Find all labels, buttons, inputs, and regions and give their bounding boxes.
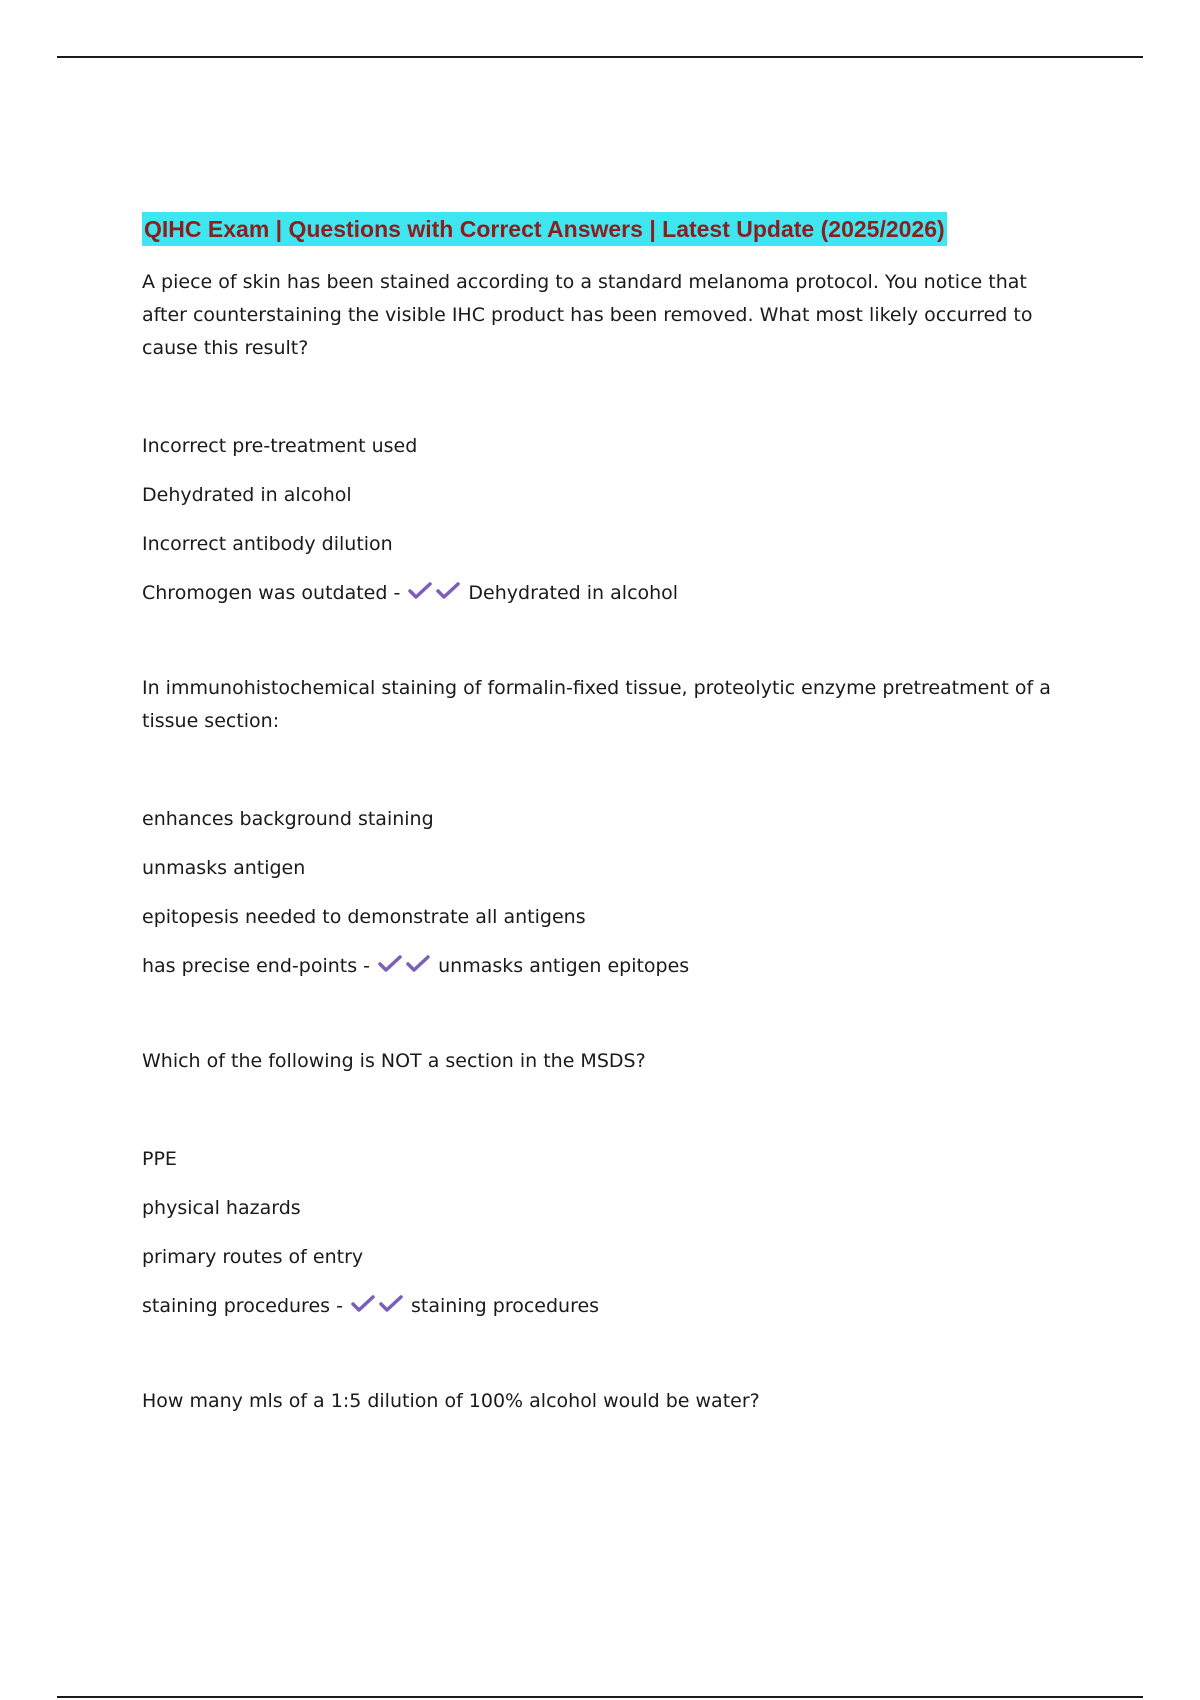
option-text: physical hazards <box>142 1197 301 1219</box>
check-icon <box>404 953 432 975</box>
answer-row <box>142 1290 1072 1323</box>
option-text: primary routes of entry <box>142 1246 364 1268</box>
question-text: In immunohistochemical staining of formalin-fixed tissue, proteolytic enzyme pretreatment of a tissue section: <box>142 677 1051 732</box>
check-icon <box>376 953 404 975</box>
question-block-3 <box>142 1045 1072 1323</box>
correct-answer: Dehydrated in alcohol <box>468 582 679 604</box>
bottom-rule <box>57 1696 1143 1698</box>
document-title: QIHC Exam | Questions with Correct Answers | Latest Update (2025/2026) <box>142 212 947 246</box>
check-icon <box>406 580 434 602</box>
question-block-4 <box>142 1385 1072 1418</box>
last-option-text: Chromogen was outdated - <box>142 582 401 604</box>
last-option-text: has precise end-points - <box>142 955 371 977</box>
option-text: enhances background staining <box>142 808 434 830</box>
option-text: unmasks antigen <box>142 857 306 879</box>
answer-row <box>142 577 1072 610</box>
correct-answer: unmasks antigen epitopes <box>438 955 690 977</box>
answer-row <box>142 950 1072 983</box>
question-text: A piece of skin has been stained according to a standard melanoma protocol. You notice that after counterstaining the visible IHC product has been removed. What most likely occurred to cause this result? <box>142 271 1033 359</box>
option-text: Dehydrated in alcohol <box>142 484 352 506</box>
check-icon <box>434 580 462 602</box>
document-body <box>142 212 1072 1418</box>
option-text: Incorrect antibody dilution <box>142 533 393 555</box>
title-wrap <box>142 212 1072 246</box>
question-block-1 <box>142 266 1072 610</box>
last-option-text: staining procedures - <box>142 1295 343 1317</box>
option-text: PPE <box>142 1148 177 1170</box>
question-text: How many mls of a 1:5 dilution of 100% alcohol would be water? <box>142 1390 760 1412</box>
option-text: epitopesis needed to demonstrate all antigens <box>142 906 586 928</box>
question-block-2 <box>142 672 1072 983</box>
top-rule <box>57 56 1143 58</box>
question-text: Which of the following is NOT a section in the MSDS? <box>142 1050 646 1072</box>
check-icon <box>349 1293 377 1315</box>
check-icon <box>377 1293 405 1315</box>
option-text: Incorrect pre-treatment used <box>142 435 418 457</box>
correct-answer: staining procedures <box>411 1295 600 1317</box>
